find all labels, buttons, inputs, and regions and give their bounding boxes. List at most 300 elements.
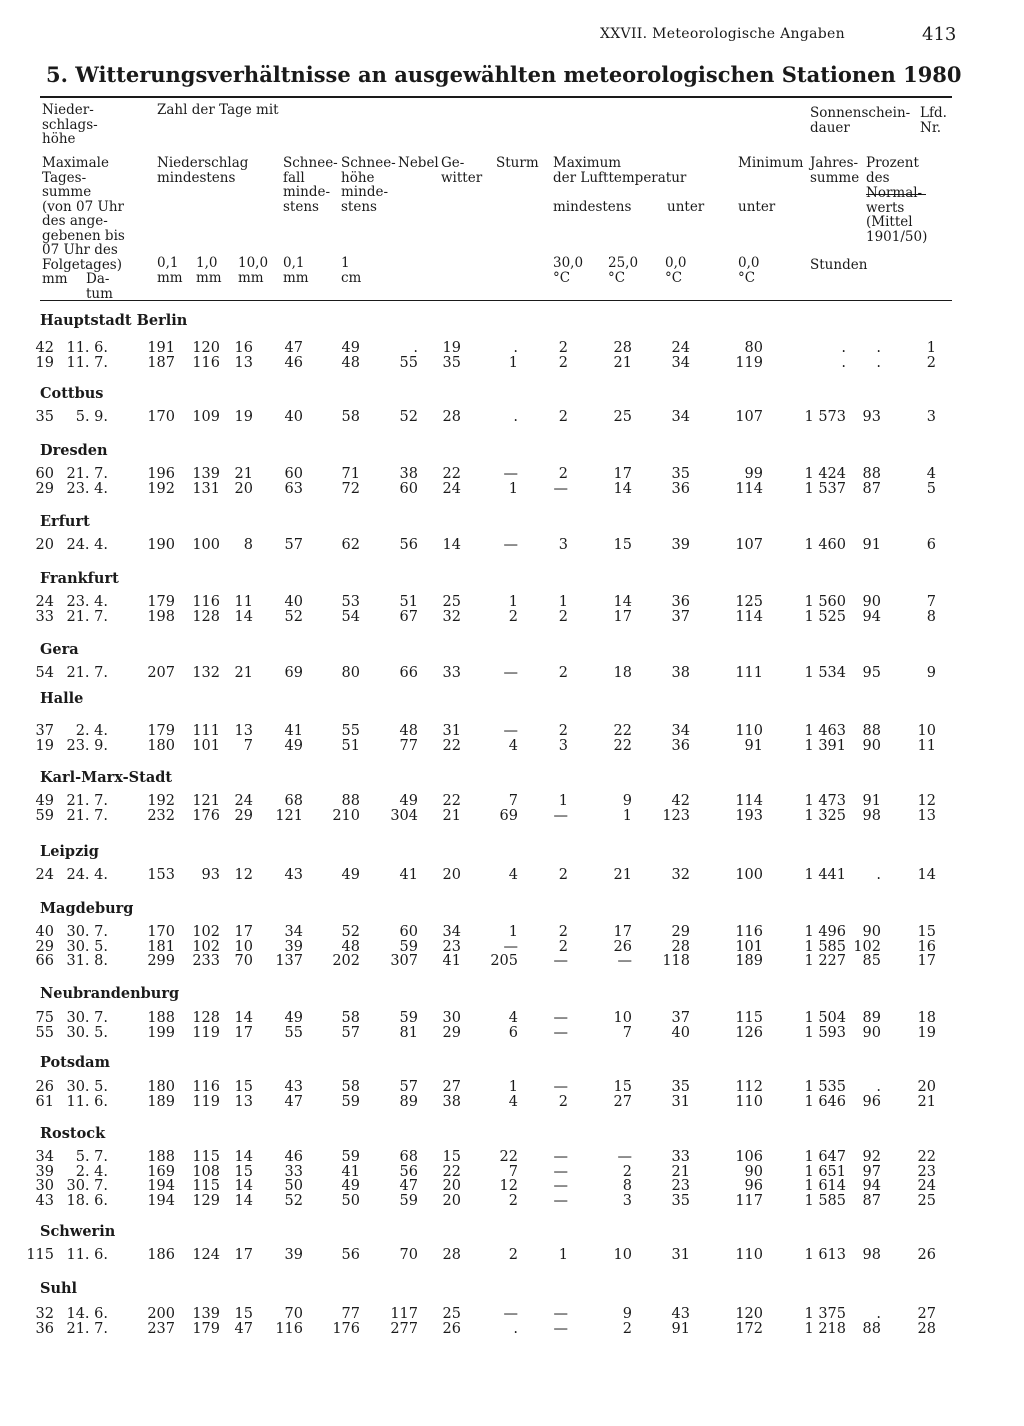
header-jahressumme: Jahres- summe [810, 155, 860, 186]
cell-nebel: 59 [399, 1192, 418, 1209]
station-heading: Leipzig [40, 843, 99, 860]
cell-datum: 30. 7. [66, 1178, 108, 1194]
table-title: 5. Witterungsverhältnisse an ausgewählten meteorologischen Stationen 1980 [46, 62, 962, 87]
cell-mm: 35 [35, 409, 54, 425]
cell-nebel: 47 [399, 1178, 418, 1194]
header-maximale-tagessumme: Maximale Tages- summe (von 07 Uhr des ange- gebenen bis 07 Uhr des Folgetages) [42, 155, 125, 273]
cell-prozent: 89 [862, 1010, 881, 1026]
cell-gewitter: 22 [442, 737, 461, 754]
cell-tmin00: 107 [735, 537, 763, 553]
cell-sturm: . [513, 340, 518, 356]
cell-t00: 36 [671, 480, 690, 497]
cell-n01: 181 [147, 938, 175, 955]
header-threshold-t25: 25,0 °C [608, 255, 639, 286]
header-minimum: Minimum [738, 155, 804, 171]
cell-tmin00: 110 [735, 1093, 763, 1110]
cell-t30: 1 [558, 793, 568, 809]
cell-gewitter: 19 [442, 340, 461, 356]
cell-gewitter: 22 [442, 1163, 461, 1180]
cell-t25: 15 [613, 537, 632, 553]
cell-n01: 188 [147, 1010, 175, 1026]
cell-mm: 29 [35, 938, 54, 955]
cell-t25: 9 [622, 1306, 632, 1322]
cell-jahressumme: 1 613 [804, 1247, 846, 1263]
cell-t30: 2 [558, 665, 568, 681]
header-threshold-s01: 0,1 mm [283, 255, 309, 286]
cell-t00: 37 [671, 608, 690, 625]
cell-prozent: . [876, 1079, 881, 1095]
cell-mm: 39 [35, 1163, 54, 1180]
cell-n100: 17 [234, 924, 253, 940]
cell-t30: — [553, 953, 568, 969]
cell-datum: 11. 6. [66, 1247, 108, 1263]
cell-jahressumme: 1 460 [804, 537, 846, 553]
header-gewitter: Ge- witter [441, 155, 483, 186]
cell-sturm: 7 [508, 1163, 518, 1180]
running-head: XXVII. Meteorologische Angaben [600, 26, 845, 42]
cell-n100: 70 [234, 953, 253, 969]
cell-t00: 23 [671, 1178, 690, 1194]
cell-n100: 14 [234, 1178, 253, 1194]
cell-t30: — [553, 1320, 568, 1337]
cell-jahressumme: 1 218 [804, 1320, 846, 1337]
station-heading: Schwerin [40, 1223, 116, 1240]
cell-mm: 19 [35, 354, 54, 371]
cell-mm: 33 [35, 608, 54, 625]
cell-schneehoehe: 59 [341, 1149, 360, 1165]
cell-schneehoehe: 176 [332, 1320, 360, 1337]
cell-t25: 26 [613, 938, 632, 955]
cell-mm: 42 [35, 340, 54, 356]
cell-n01: 237 [147, 1320, 175, 1337]
header-stunden: Stunden [810, 257, 868, 273]
cell-lfd-nr: 25 [917, 1192, 936, 1209]
cell-t00: 123 [662, 807, 690, 824]
header-schneehoehe: Schnee- höhe minde- stens [341, 155, 396, 215]
cell-t30: — [553, 1306, 568, 1322]
header-threshold-n100: 10,0 mm [238, 255, 269, 286]
cell-sturm: 4 [508, 737, 518, 754]
cell-n10: 93 [201, 867, 220, 883]
cell-t30: — [553, 480, 568, 497]
cell-gewitter: 22 [442, 466, 461, 482]
cell-schneehoehe: 210 [332, 807, 360, 824]
cell-nebel: 307 [390, 953, 418, 969]
cell-gewitter: 23 [442, 938, 461, 955]
station-heading: Hauptstadt Berlin [40, 312, 188, 329]
cell-schneefall: 60 [284, 466, 303, 482]
cell-n100: 14 [234, 1192, 253, 1209]
cell-gewitter: 32 [442, 608, 461, 625]
station-heading: Suhl [40, 1280, 78, 1297]
cell-lfd-nr: 16 [917, 938, 936, 955]
cell-lfd-nr: 27 [917, 1306, 936, 1322]
cell-lfd-nr: 9 [926, 665, 936, 681]
cell-n10: 102 [192, 924, 220, 940]
cell-n01: 188 [147, 1149, 175, 1165]
cell-tmin00: 96 [744, 1178, 763, 1194]
cell-t25: 10 [613, 1010, 632, 1026]
cell-jahressumme: 1 646 [804, 1093, 846, 1110]
station-heading: Karl-Marx-Stadt [40, 769, 173, 786]
cell-datum: 18. 6. [66, 1192, 108, 1209]
cell-t00: 36 [671, 594, 690, 610]
cell-sturm: 2 [508, 608, 518, 625]
cell-lfd-nr: 18 [917, 1010, 936, 1026]
cell-schneehoehe: 57 [341, 1024, 360, 1041]
cell-mm: 34 [35, 1149, 54, 1165]
cell-nebel: 51 [399, 594, 418, 610]
cell-n01: 169 [147, 1163, 175, 1180]
cell-mm: 61 [35, 1093, 54, 1110]
cell-schneehoehe: 55 [341, 723, 360, 739]
cell-t30: — [553, 1010, 568, 1026]
cell-lfd-nr: 12 [917, 793, 936, 809]
header-threshold-n10: 1,0 mm [196, 255, 222, 286]
cell-t25: 28 [613, 340, 632, 356]
cell-n100: 20 [234, 480, 253, 497]
cell-nebel: 60 [399, 924, 418, 940]
cell-lfd-nr: 20 [917, 1079, 936, 1095]
station-heading: Cottbus [40, 385, 104, 402]
cell-tmin00: 116 [735, 924, 763, 940]
cell-n100: 13 [234, 723, 253, 739]
header-niederschlagshoehe: Nieder- schlags- höhe [42, 102, 98, 147]
cell-t00: 32 [671, 867, 690, 883]
cell-t30: 3 [558, 537, 568, 553]
cell-mm: 26 [35, 1079, 54, 1095]
cell-schneehoehe: 62 [341, 537, 360, 553]
cell-prozent: 90 [862, 737, 881, 754]
cell-gewitter: 27 [442, 1079, 461, 1095]
cell-nebel: 41 [399, 867, 418, 883]
cell-nebel: . [413, 340, 418, 356]
cell-t00: 28 [671, 938, 690, 955]
cell-t00: 34 [671, 409, 690, 425]
cell-n01: 179 [147, 723, 175, 739]
cell-t30: — [553, 1149, 568, 1165]
cell-prozent: 94 [862, 608, 881, 625]
cell-nebel: 70 [399, 1247, 418, 1263]
cell-t25: 10 [613, 1247, 632, 1263]
cell-lfd-nr: 17 [917, 953, 936, 969]
cell-schneehoehe: 72 [341, 480, 360, 497]
header-rule-top [40, 96, 952, 98]
cell-t00: 34 [671, 723, 690, 739]
cell-schneehoehe: 71 [341, 466, 360, 482]
cell-prozent: 87 [862, 1192, 881, 1209]
station-heading: Dresden [40, 442, 108, 459]
cell-sturm: 205 [490, 953, 518, 969]
cell-t00: 37 [671, 1010, 690, 1026]
cell-n100: 21 [234, 466, 253, 482]
cell-sturm: 4 [508, 1093, 518, 1110]
cell-nebel: 67 [399, 608, 418, 625]
cell-gewitter: 30 [442, 1010, 461, 1026]
station-heading: Rostock [40, 1125, 106, 1142]
cell-gewitter: 20 [442, 1178, 461, 1194]
cell-datum: 24. 4. [66, 537, 108, 553]
cell-lfd-nr: 7 [926, 594, 936, 610]
cell-lfd-nr: 21 [917, 1093, 936, 1110]
cell-n10: 100 [192, 537, 220, 553]
cell-prozent: 92 [862, 1149, 881, 1165]
cell-t00: 38 [671, 665, 690, 681]
cell-lfd-nr: 4 [926, 466, 936, 482]
cell-prozent: 98 [862, 807, 881, 824]
cell-prozent: 90 [862, 924, 881, 940]
cell-sturm: 1 [508, 594, 518, 610]
cell-schneefall: 34 [284, 924, 303, 940]
cell-t00: 91 [671, 1320, 690, 1337]
cell-n01: 196 [147, 466, 175, 482]
cell-nebel: 56 [399, 1163, 418, 1180]
cell-jahressumme: 1 534 [804, 665, 846, 681]
header-minimum-unter: unter [738, 199, 776, 215]
cell-datum: 2. 4. [75, 1163, 108, 1180]
cell-schneefall: 55 [284, 1024, 303, 1041]
cell-schneefall: 63 [284, 480, 303, 497]
cell-t25: 7 [622, 1024, 632, 1041]
cell-datum: 2. 4. [75, 723, 108, 739]
cell-tmin00: 117 [735, 1192, 763, 1209]
cell-lfd-nr: 11 [917, 737, 936, 754]
cell-tmin00: 80 [744, 340, 763, 356]
cell-n10: 121 [192, 793, 220, 809]
cell-schneefall: 70 [284, 1306, 303, 1322]
cell-prozent: 90 [862, 1024, 881, 1041]
header-threshold-t00: 0,0 °C [665, 255, 687, 286]
cell-tmin00: 106 [735, 1149, 763, 1165]
header-nebel: Nebel [398, 155, 439, 171]
cell-n10: 233 [192, 953, 220, 969]
cell-prozent: 88 [862, 1320, 881, 1337]
cell-schneehoehe: 88 [341, 793, 360, 809]
cell-n100: 10 [234, 938, 253, 955]
cell-tmin00: 107 [735, 409, 763, 425]
cell-gewitter: 28 [442, 409, 461, 425]
cell-datum: 11. 7. [66, 354, 108, 371]
cell-prozent: 91 [862, 537, 881, 553]
cell-schneefall: 43 [284, 867, 303, 883]
cell-jahressumme: 1 375 [804, 1306, 846, 1322]
cell-jahressumme: 1 585 [804, 1192, 846, 1209]
cell-jahressumme: 1 504 [804, 1010, 846, 1026]
cell-schneehoehe: 51 [341, 737, 360, 754]
cell-mm: 55 [35, 1024, 54, 1041]
cell-n100: 15 [234, 1079, 253, 1095]
cell-t25: 8 [622, 1178, 632, 1194]
cell-t00: 31 [671, 1093, 690, 1110]
cell-tmin00: 101 [735, 938, 763, 955]
station-heading: Gera [40, 641, 79, 658]
cell-datum: 11. 6. [66, 340, 108, 356]
cell-n100: 17 [234, 1247, 253, 1263]
cell-n10: 139 [192, 1306, 220, 1322]
cell-n10: 116 [192, 594, 220, 610]
cell-lfd-nr: 14 [917, 867, 936, 883]
cell-t25: 2 [622, 1320, 632, 1337]
cell-n01: 189 [147, 1093, 175, 1110]
cell-schneefall: 33 [284, 1163, 303, 1180]
cell-n100: 21 [234, 665, 253, 681]
cell-tmin00: 111 [735, 665, 763, 681]
station-heading: Erfurt [40, 513, 90, 530]
cell-n10: 128 [192, 608, 220, 625]
cell-t25: 25 [613, 409, 632, 425]
cell-jahressumme: 1 651 [804, 1163, 846, 1180]
cell-sturm: 2 [508, 1247, 518, 1263]
cell-t25: 9 [622, 793, 632, 809]
cell-schneefall: 121 [275, 807, 303, 824]
cell-gewitter: 35 [442, 354, 461, 371]
cell-t25: 14 [613, 480, 632, 497]
cell-tmin00: 114 [735, 793, 763, 809]
cell-datum: 30. 5. [66, 938, 108, 955]
cell-t30: 1 [558, 594, 568, 610]
cell-prozent: . [876, 340, 881, 356]
cell-mm: 36 [35, 1320, 54, 1337]
cell-t30: — [553, 1192, 568, 1209]
cell-n100: 7 [243, 737, 253, 754]
cell-lfd-nr: 19 [917, 1024, 936, 1041]
cell-prozent: 98 [862, 1247, 881, 1263]
cell-sturm: — [503, 537, 518, 553]
cell-gewitter: 25 [442, 1306, 461, 1322]
cell-t00: 118 [662, 953, 690, 969]
cell-mm: 40 [35, 924, 54, 940]
cell-tmin00: 126 [735, 1024, 763, 1041]
cell-t25: 1 [622, 807, 632, 824]
station-heading: Halle [40, 690, 84, 707]
cell-n100: 15 [234, 1163, 253, 1180]
station-heading: Magdeburg [40, 900, 134, 917]
cell-n10: 108 [192, 1163, 220, 1180]
cell-t25: 21 [613, 354, 632, 371]
cell-prozent: 97 [862, 1163, 881, 1180]
cell-t00: 35 [671, 1079, 690, 1095]
cell-schneehoehe: 48 [341, 938, 360, 955]
cell-n01: 192 [147, 480, 175, 497]
cell-nebel: 38 [399, 466, 418, 482]
cell-tmin00: 119 [735, 354, 763, 371]
cell-n01: 199 [147, 1024, 175, 1041]
cell-jahressumme: 1 585 [804, 938, 846, 955]
cell-prozent: 88 [862, 723, 881, 739]
cell-n100: 16 [234, 340, 253, 356]
cell-jahressumme: . [841, 340, 846, 356]
cell-lfd-nr: 3 [926, 409, 936, 425]
cell-gewitter: 38 [442, 1093, 461, 1110]
page-number: 413 [922, 24, 957, 45]
cell-n100: 29 [234, 807, 253, 824]
cell-sturm: — [503, 723, 518, 739]
cell-mm: 49 [35, 793, 54, 809]
cell-schneefall: 47 [284, 1093, 303, 1110]
cell-mm: 19 [35, 737, 54, 754]
cell-n01: 200 [147, 1306, 175, 1322]
cell-prozent: 85 [862, 953, 881, 969]
cell-gewitter: 41 [442, 953, 461, 969]
cell-t00: 42 [671, 793, 690, 809]
cell-schneefall: 50 [284, 1178, 303, 1194]
cell-datum: 23. 4. [66, 480, 108, 497]
cell-t00: 31 [671, 1247, 690, 1263]
cell-n10: 139 [192, 466, 220, 482]
cell-n10: 109 [192, 409, 220, 425]
cell-sturm: 6 [508, 1024, 518, 1041]
cell-datum: 21. 7. [66, 793, 108, 809]
cell-jahressumme: 1 325 [804, 807, 846, 824]
cell-schneehoehe: 202 [332, 953, 360, 969]
cell-t25: 22 [613, 723, 632, 739]
cell-schneehoehe: 50 [341, 1192, 360, 1209]
cell-tmin00: 193 [735, 807, 763, 824]
cell-n100: 19 [234, 409, 253, 425]
header-datum: Da- tum [86, 271, 113, 302]
cell-prozent: . [876, 867, 881, 883]
cell-n01: 194 [147, 1178, 175, 1194]
cell-mm: 24 [35, 867, 54, 883]
cell-lfd-nr: 8 [926, 608, 936, 625]
cell-lfd-nr: 10 [917, 723, 936, 739]
header-rule-bottom [40, 300, 952, 301]
cell-schneefall: 39 [284, 938, 303, 955]
cell-gewitter: 26 [442, 1320, 461, 1337]
header-normalwerts: Normal- werts (Mittel 1901/50) [866, 185, 928, 245]
cell-n10: 119 [192, 1024, 220, 1041]
cell-n10: 101 [192, 737, 220, 754]
cell-n01: 299 [147, 953, 175, 969]
cell-datum: 30. 7. [66, 1010, 108, 1026]
cell-lfd-nr: 23 [917, 1163, 936, 1180]
cell-tmin00: 189 [735, 953, 763, 969]
header-maximum-lufttemperatur: Maximum der Lufttemperatur [553, 155, 687, 186]
cell-t30: 1 [558, 1247, 568, 1263]
cell-jahressumme: 1 496 [804, 924, 846, 940]
cell-lfd-nr: 26 [917, 1247, 936, 1263]
cell-n01: 170 [147, 409, 175, 425]
cell-schneehoehe: 48 [341, 354, 360, 371]
header-prozent: Prozent des [866, 155, 919, 186]
cell-datum: 11. 6. [66, 1093, 108, 1110]
cell-t00: 39 [671, 537, 690, 553]
cell-jahressumme: 1 614 [804, 1178, 846, 1194]
cell-sturm: 1 [508, 924, 518, 940]
cell-n01: 180 [147, 1079, 175, 1095]
cell-t25: 15 [613, 1079, 632, 1095]
cell-schneehoehe: 58 [341, 1010, 360, 1026]
cell-jahressumme: 1 573 [804, 409, 846, 425]
cell-sturm: — [503, 938, 518, 955]
cell-tmin00: 115 [735, 1010, 763, 1026]
cell-t00: 24 [671, 340, 690, 356]
cell-datum: 21. 7. [66, 1320, 108, 1337]
cell-prozent: . [876, 354, 881, 371]
cell-datum: 5. 9. [75, 409, 108, 425]
cell-n100: 47 [234, 1320, 253, 1337]
cell-t25: 17 [613, 466, 632, 482]
cell-schneehoehe: 58 [341, 409, 360, 425]
cell-prozent: 90 [862, 594, 881, 610]
cell-schneehoehe: 53 [341, 594, 360, 610]
cell-schneefall: 41 [284, 723, 303, 739]
cell-gewitter: 24 [442, 480, 461, 497]
cell-nebel: 49 [399, 793, 418, 809]
cell-schneefall: 137 [275, 953, 303, 969]
cell-t25: 3 [622, 1192, 632, 1209]
cell-jahressumme: . [841, 354, 846, 371]
